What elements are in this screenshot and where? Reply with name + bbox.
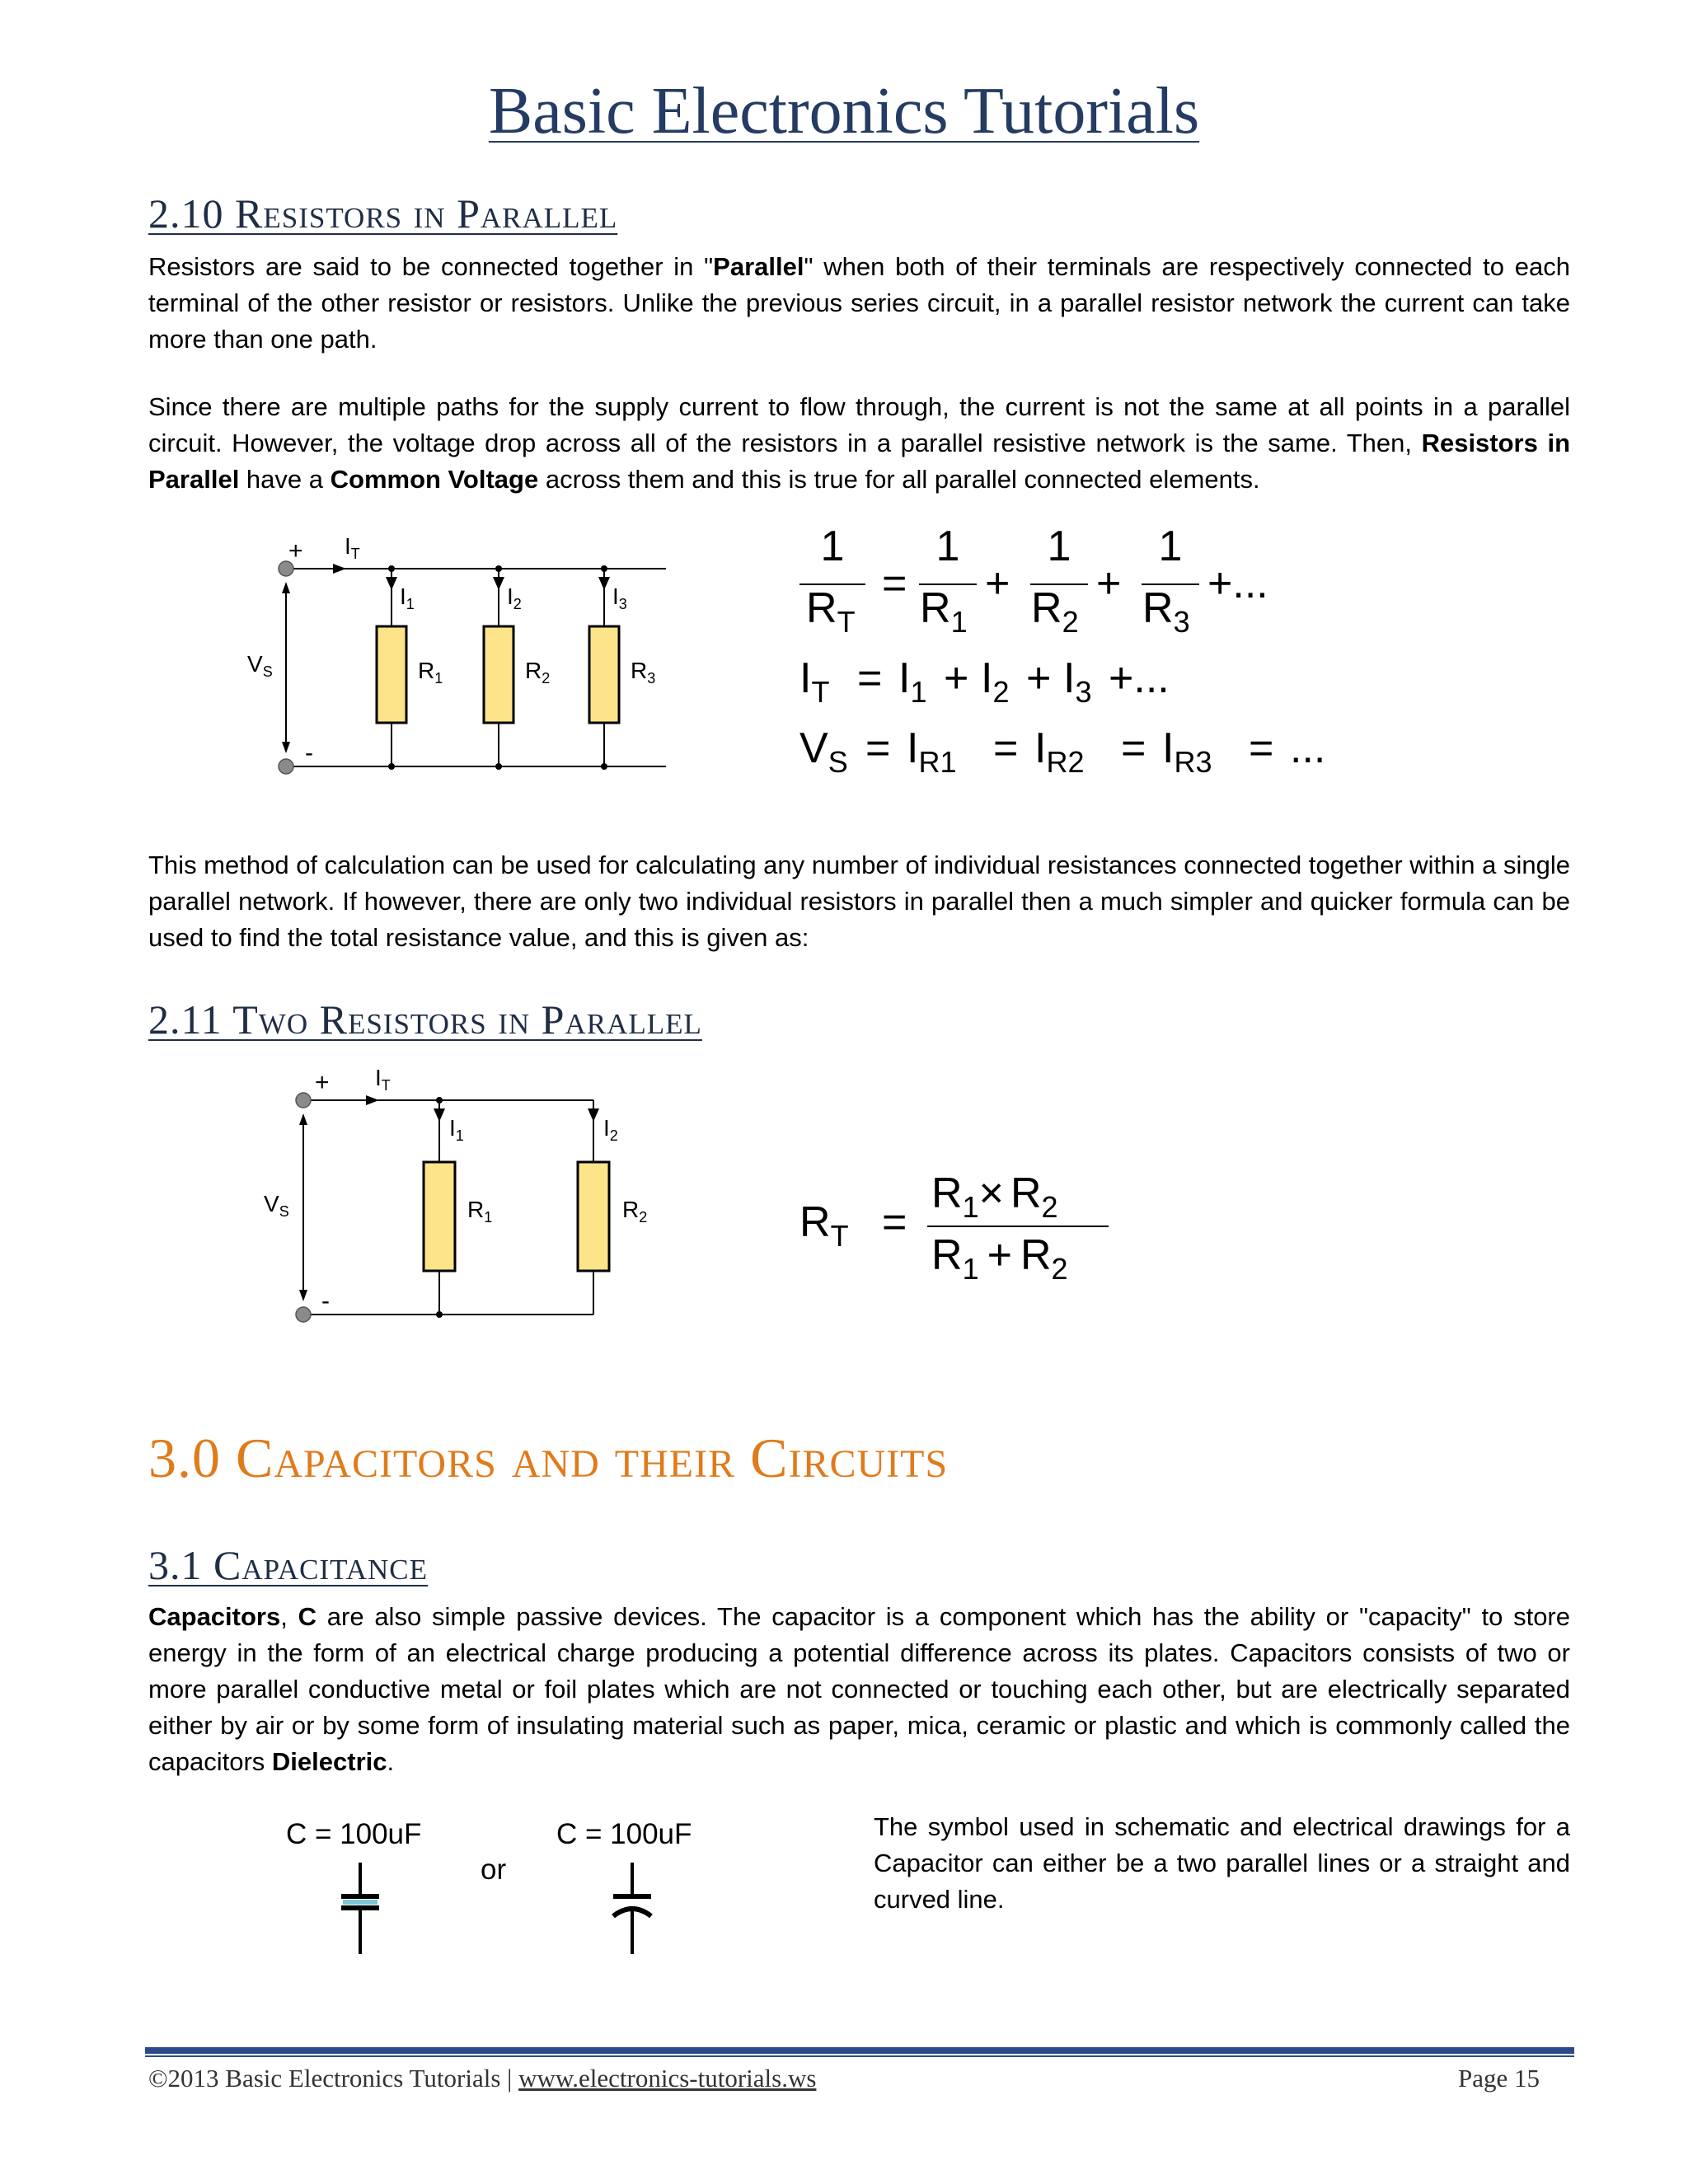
svg-text:+: + [1096,560,1122,607]
svg-text:R1+R2: $R_1 + R_2$ [931,1231,1068,1286]
two-resistor-circuit-diagram [260,1059,672,1331]
svg-text:=: = [993,724,1019,772]
svg-text:+: + [288,537,303,565]
svg-text:R1: $R_1$ [418,658,443,687]
capacitor-curved-plate-icon [613,1863,651,1954]
or-label: or [481,1854,507,1886]
svg-text:I1: $I_1$ [449,1115,464,1144]
svg-text:+...: +... [1109,654,1170,702]
svg-text:IT: $I_T$ [799,654,830,709]
svg-text:R3: $R_3$ [631,658,656,687]
svg-text:-: - [305,739,313,766]
svg-text:R2: $R_2$ [622,1197,648,1226]
svg-text:R3: $R_3$ [1142,584,1190,639]
footer-copyright: ©2013 Basic Electronics Tutorials | www.electronics-tutorials.ws [148,2064,817,2093]
footer-rule [145,2047,1574,2057]
svg-text:IR1: $I_{R1}$ [907,724,957,779]
svg-text:RT: $R_T$ [806,584,856,639]
svg-text:=: = [882,560,907,607]
chapter-heading-3-0: 3.0 Capacitors and their Circuits [148,1427,949,1489]
section-heading-3-1: 3.1 Capacitance [148,1542,429,1588]
paragraph-calculation-method: This method of calculation can be used for calculating any number of individual resistances connected together within a single parallel network. If however, there are only two individual resistors in parallel then a much simpler and quicker formula can be used to find the total resistance value, and this is given as: [148,851,1570,952]
svg-text:VS: $V_S$ [264,1191,289,1220]
svg-text:I3: $I_3$ [612,583,627,612]
svg-text:I1: $I_1$ [400,583,415,612]
svg-text:I3: $I_3$ [1063,654,1092,709]
svg-text:R1: $R_1$ [467,1197,493,1226]
svg-text:+: + [315,1069,330,1096]
svg-text:1: 1 [1047,527,1071,570]
svg-text:VS: $V_S$ [247,651,273,680]
svg-text:IT: $I_T$ [345,533,360,562]
parallel-resistance-equations [791,527,1368,783]
svg-text:+: + [1026,654,1052,702]
svg-text:I2: $I_2$ [981,654,1010,709]
section-heading-2-11: 2.11 Two Resistors in Parallel [148,996,702,1043]
capacitor-parallel-plates-icon [341,1863,379,1954]
svg-text:R1×R2: $R_1\times R_2$ [931,1169,1058,1224]
paragraph-common-voltage: Since there are multiple paths for the supply current to flow through, the current is not the same at all points in a parallel circuit. However, the voltage drop across all of the resistors in a parallel resistive network is the same. Then, Resistors in Parallel have a Common Voltage across them and this is true for all parallel connected elements. [148,392,1570,494]
svg-text:IR2: $I_{R2}$ [1034,724,1085,779]
svg-text:=: = [1249,724,1274,772]
svg-text:1: 1 [935,527,960,570]
paragraph-capacitance: Capacitors, C are also simple passive devices. The capacitor is a component which has the ability or "capacity" to store energy in the form of an electrical charge producing a potential difference across its plates. Capacitors consists of two or more parallel conductive metal or foil plates which are not connected or touching each other, but are electrically separated either by air or by some form of insulating material such as paper, mica, ceramic or plastic and which is commonly called the capacitors Dielectric. [148,1602,1570,1776]
svg-text:=: = [1121,724,1146,772]
svg-text:1: 1 [1158,527,1183,570]
svg-text:I1: $I_1$ [898,654,927,709]
svg-text:IT: $I_T$ [375,1065,391,1094]
resistor-r1 [377,626,406,723]
paragraph-parallel-intro: Resistors are said to be connected together in "Parallel" when both of their terminals are respectively connected to each terminal of the other resistor or resistors. Unlike the previous series circuit, in a parallel resistor network the current can take more than one path. [148,252,1570,354]
svg-text:VS: $V_S$ [799,724,848,779]
resistor-r1 [424,1162,455,1271]
parallel-circuit-diagram [247,527,684,775]
section-heading-2-10: 2.10 Resistors in Parallel [148,190,618,237]
resistor-r2 [484,626,513,723]
svg-text:IR3: $I_{R3}$ [1162,724,1212,779]
svg-text:...: ... [1290,724,1326,772]
svg-text:=: = [882,1198,907,1246]
two-resistor-equation [791,1154,1121,1302]
footer-url-link[interactable]: www.electronics-tutorials.ws [518,2064,817,2093]
footer-page-number: Page 15 [1457,2064,1540,2093]
svg-text:I2: $I_2$ [603,1115,618,1144]
svg-text:=: = [865,724,891,772]
svg-text:R2: $R_2$ [1031,584,1079,639]
svg-text:+: + [985,560,1010,607]
svg-text:RT: $R_T$ [799,1198,849,1253]
svg-text:=: = [857,654,883,702]
svg-text:I2: $I_2$ [507,583,522,612]
capacitor-label-1: C = 100uF [286,1818,422,1850]
paragraph-capacitor-symbol: The symbol used in schematic and electrical drawings for a Capacitor can either be a two parallel lines or a straight and curved line. [874,1812,1570,1914]
page-title: Basic Electronics Tutorials [488,75,1200,148]
svg-text:+...: +... [1207,560,1268,607]
svg-text:1: 1 [820,527,845,570]
resistor-r2 [578,1162,609,1271]
capacitor-label-2: C = 100uF [556,1818,692,1850]
svg-text:+: + [944,654,969,702]
capacitor-symbols [280,1809,725,1957]
svg-text:R2: $R_2$ [525,658,551,687]
svg-text:-: - [321,1287,330,1315]
svg-text:R1: $R_1$ [920,584,968,639]
resistor-r3 [589,626,619,723]
